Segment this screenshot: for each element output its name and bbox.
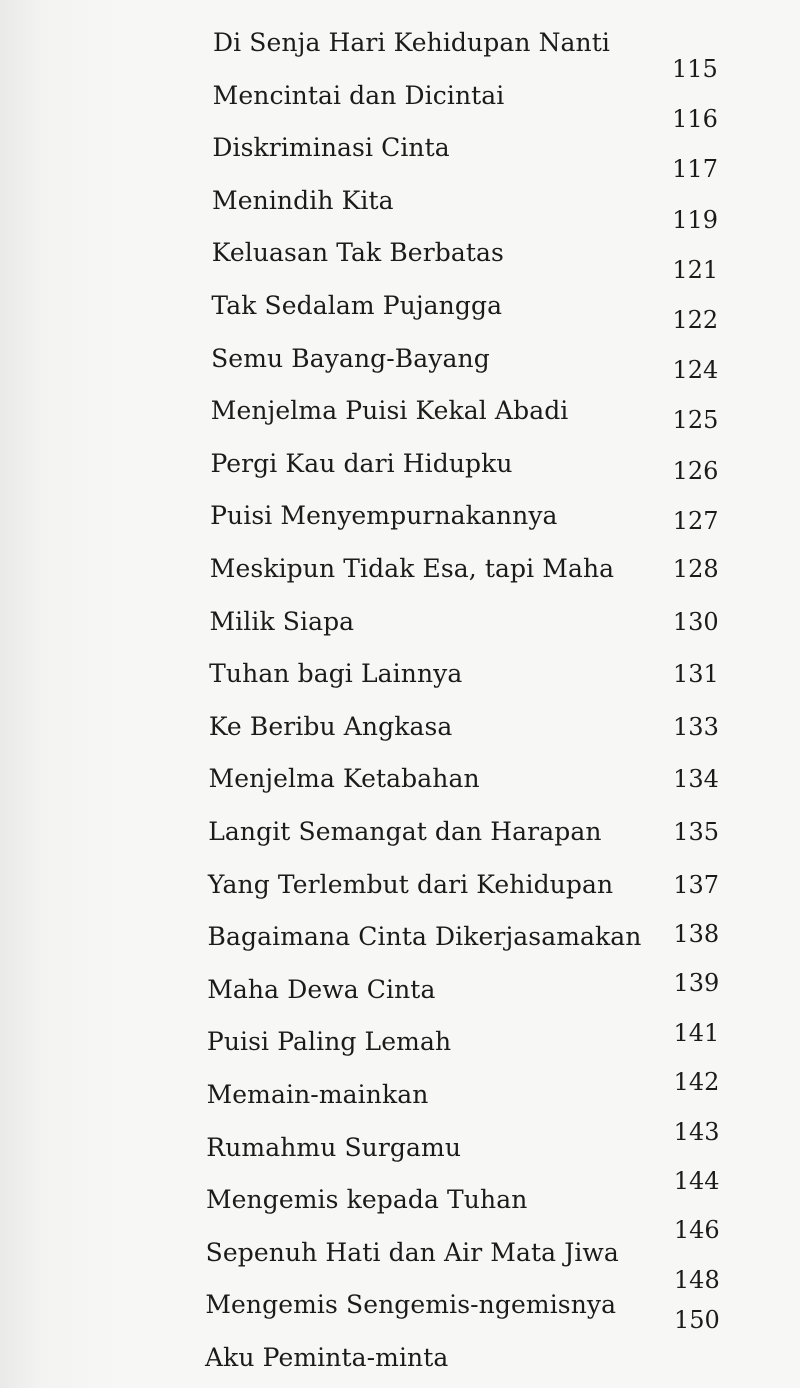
toc-entry-title: Puisi Paling Lemah [206,1027,452,1057]
toc-entry [209,712,453,742]
toc-entry-page-number: 125 [672,406,719,435]
toc-entry-title: Yang Terlembut dari Kehidupan [207,869,614,899]
toc-entry-page-number: 144 [673,1167,720,1195]
toc-entry [212,133,449,163]
toc-entry [211,396,569,426]
toc-entry-page-number: 142 [673,1068,720,1097]
toc-entry [208,870,613,900]
toc-entry-page-number: 126 [672,456,719,485]
toc-entry [209,659,462,689]
toc-entry-page-number: 117 [672,155,718,184]
toc-entry-title: Sepenuh Hati dan Air Mata Jiwa [205,1237,619,1267]
toc-entry-page-number: 127 [672,506,719,535]
toc-entry-title: Menjelma Puisi Kekal Abadi [210,396,569,426]
toc-entry-page-number: 148 [673,1265,720,1294]
toc-entry-page-number: 124 [672,356,719,385]
toc-entry-title: Mencintai dan Dicintai [212,80,505,110]
toc-entry [205,1343,448,1373]
toc-entry-page-number: 122 [672,306,719,334]
toc-entry-title: Rumahmu Surgamu [206,1132,462,1162]
toc-entry [207,1080,429,1110]
toc-entry-title: Di Senja Hari Kehidupan Nanti [213,28,610,57]
toc-entry-page-number: 137 [673,870,720,899]
toc-entry-title: Mengemis kepada Tuhan [205,1185,528,1215]
toc-entry-page-number: 131 [672,660,719,689]
toc-entry-page-number: 138 [673,920,720,948]
toc-entry-title: Diskriminasi Cinta [212,133,450,163]
toc-entry [209,607,354,637]
toc-entry-title: Puisi Menyempurnakannya [210,501,558,531]
toc-entry [206,1185,527,1215]
toc-entry [209,764,480,794]
toc-entry [212,238,504,268]
toc-entry-page-number: 139 [673,969,720,998]
toc-entry-title: Menindih Kita [212,185,394,215]
toc-entry-page-number: 141 [673,1018,720,1047]
toc-entry-title: Bagaimana Cinta Dikerjasamakan [207,922,642,952]
toc-entry [207,975,435,1005]
toc-entry [212,186,394,216]
toc-entry [213,81,505,111]
toc-entry-title: Aku Peminta-minta [205,1343,449,1372]
toc-entry-title: Maha Dewa Cinta [207,974,436,1004]
toc-entry-page-number: 119 [672,205,719,234]
toc-entry-title: Tak Sedalam Pujangga [211,291,503,320]
toc-trailing-page-number: 150 [674,1306,720,1334]
toc-entry [210,554,614,584]
toc-entry-title: Ke Beribu Angkasa [208,711,453,741]
toc-entry-title: Semu Bayang-Bayang [211,343,490,373]
toc-entry-page-number: 115 [672,55,718,83]
toc-entry [208,817,601,847]
toc-entry [210,501,557,531]
toc-entry-title: Milik Siapa [209,606,355,636]
toc-entry-title: Meskipun Tidak Esa, tapi Maha [209,554,615,583]
toc-entry-title: Langit Semangat dan Harapan [208,817,602,846]
toc-entry-page-number: 143 [673,1117,720,1146]
toc-entry [206,1133,461,1163]
toc-entry-page-number: 135 [673,818,719,846]
toc-entry [208,922,642,952]
toc-entry [206,1238,619,1268]
toc-entry [210,449,512,479]
toc-entry-title: Tuhan bagi Lainnya [209,659,463,689]
toc-entry-title: Memain-mainkan [206,1080,429,1109]
toc-entry [207,1027,451,1057]
toc-entry [205,1290,616,1320]
toc-entry [213,28,610,58]
toc-entry-title: Mengemis Sengemis-ngemisnya [205,1290,617,1320]
toc-entry-page-number: 146 [673,1216,720,1245]
toc-entry-title: Menjelma Ketabahan [208,764,480,794]
toc-entry-page-number: 116 [672,105,718,134]
toc-entry [211,344,490,374]
toc-entry [211,291,502,321]
toc-entry-page-number: 128 [672,555,719,583]
toc-entry-page-number: 130 [672,607,719,636]
toc-entry-title: Pergi Kau dari Hidupku [210,448,513,478]
toc-entry-title: Keluasan Tak Berbatas [211,238,504,268]
toc-entry-page-number: 133 [673,712,719,741]
toc-entry-page-number: 134 [673,765,719,794]
toc-entry-page-number: 121 [672,255,719,284]
